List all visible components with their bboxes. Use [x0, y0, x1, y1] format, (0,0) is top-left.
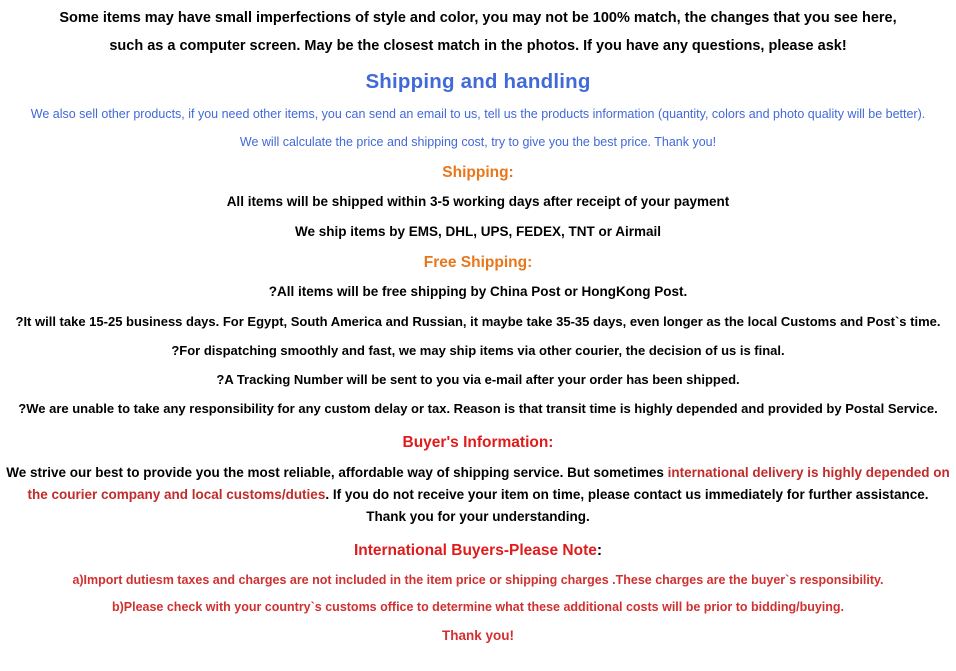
heading-free-shipping: Free Shipping:: [423, 253, 533, 271]
international-note-line-a: a)Import dutiesm taxes and charges are not included in the item price or shipping charges .These charges are the buyer`s responsibility.: [72, 572, 884, 587]
heading-shipping: Shipping:: [442, 163, 514, 181]
heading-shipping-and-handling: Shipping and handling: [365, 69, 591, 93]
free-shipping-line-3: ?For dispatching smoothly and fast, we may ship items via other courier, the decision of us is final.: [171, 342, 785, 358]
intro-line-1: Some items may have small imperfections of style and color, you may not be 100% match, the changes that you see here,: [59, 10, 897, 26]
buyers-information-paragraph: [6, 462, 950, 528]
shipping-handling-note-1: We also sell other products, if you need other items, you can send an email to us, tell us the products information (quantity, colors and photo quality will be better).: [30, 106, 926, 121]
free-shipping-line-4: ?A Tracking Number will be sent to you via e-mail after your order has been shipped.: [216, 371, 740, 387]
shipping-policy-document: [0, 8, 956, 643]
free-shipping-line-5: ?We are unable to take any responsibility for any custom delay or tax. Reason is that transit time is highly depended and provided by Postal Service.: [18, 401, 938, 417]
buyers-info-part-1: We strive our best to provide you the most reliable, affordable way of shipping service. But sometimes: [6, 465, 668, 481]
shipping-handling-note-2: We will calculate the price and shipping cost, try to give you the best price. Thank you!: [239, 135, 717, 150]
heading-international-buyers-colon: :: [596, 541, 603, 559]
international-note-line-b: b)Please check with your country`s customs office to determine what these additional costs will be prior to bidding/buying.: [111, 600, 845, 615]
free-shipping-line-1: ?All items will be free shipping by China Post or HongKong Post.: [268, 283, 688, 299]
shipping-line-2: We ship items by EMS, DHL, UPS, FEDEX, TNT or Airmail: [294, 223, 662, 239]
buyers-info-part-2: . If you do not receive your item on time, please contact us immediately for further assistance. Thank you for your understanding.: [325, 487, 929, 525]
heading-international-buyers-text: International Buyers-Please Note: [353, 541, 597, 559]
free-shipping-line-2: ?It will take 15-25 business days. For Egypt, South America and Russian, it maybe take 35-35 days, even longer as the local Customs and Post`s time.: [15, 313, 941, 329]
buyers-info-highlight: international delivery is highly depended on the courier company and local customs/duties: [27, 465, 950, 503]
thank-you-line: Thank you!: [441, 627, 514, 643]
intro-line-2: such as a computer screen. May be the closest match in the photos. If you have any questions, please ask!: [109, 38, 847, 55]
heading-buyers-information: Buyer's Information:: [402, 434, 554, 452]
shipping-line-1: All items will be shipped within 3-5 working days after receipt of your payment: [226, 193, 730, 209]
heading-international-buyers: [6, 542, 950, 560]
